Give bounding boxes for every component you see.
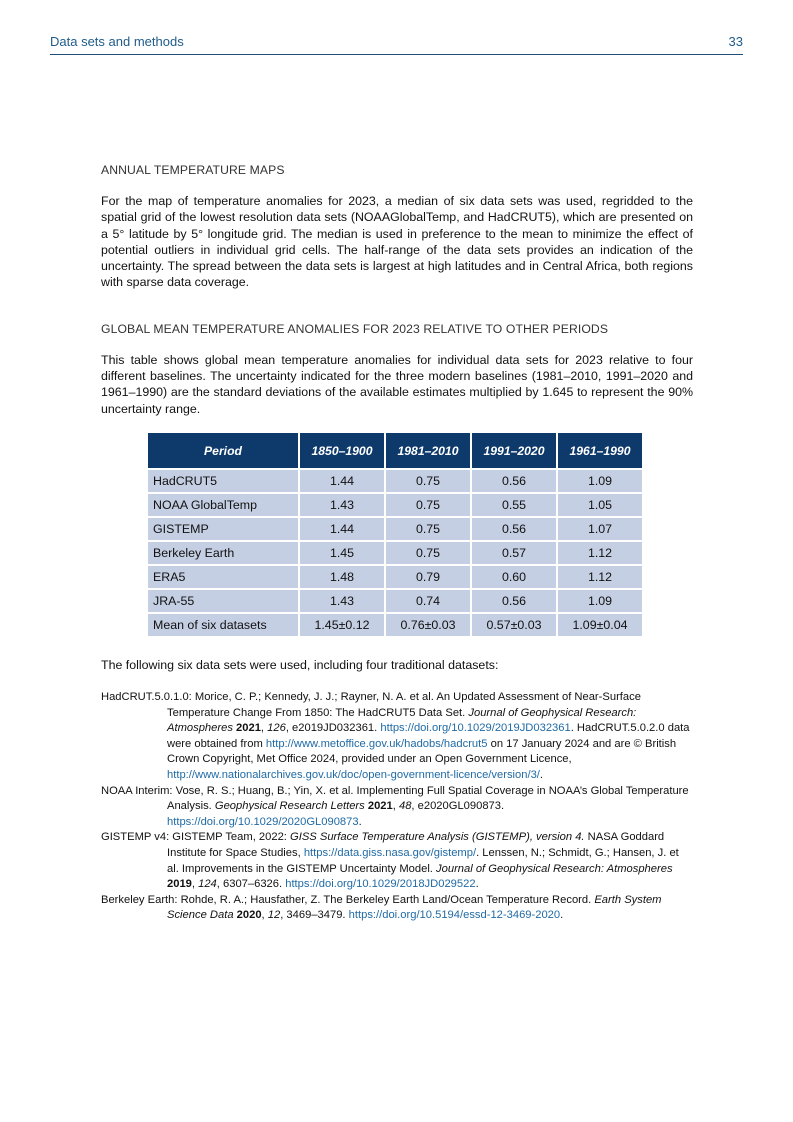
ref-text: . Lenssen, N.; Schmidt, G.; Hansen, J. et al. Improvements in the GISTEMP Uncertainty Model. <box>167 846 679 875</box>
ref-end: . <box>560 909 564 922</box>
cell: 0.74 <box>385 589 471 613</box>
ref-doi-link[interactable]: https://doi.org/10.1029/2018JD029522 <box>285 878 476 891</box>
cell: 0.75 <box>385 469 471 493</box>
cell: 0.57 <box>471 541 557 565</box>
ref-pages: , e2019JD032361. <box>285 722 381 735</box>
global-anomalies-heading: GLOBAL MEAN TEMPERATURE ANOMALIES FOR 2023 RELATIVE TO OTHER PERIODS <box>101 321 609 336</box>
table-row <box>148 565 642 589</box>
ref-doi-link[interactable]: https://doi.org/10.1029/2019JD032361 <box>380 722 571 735</box>
ref-end: . <box>539 768 544 781</box>
ref-journal: Journal of Geophysical Research: Atmospheres <box>436 862 673 875</box>
cell: 1.07 <box>557 517 642 541</box>
cell: 1.12 <box>557 541 642 565</box>
cell: 0.56 <box>471 589 557 613</box>
col-header-1981-2010: 1981–2010 <box>385 433 471 469</box>
ref-end: . <box>475 878 479 891</box>
cell: 0.55 <box>471 493 557 517</box>
cell: 1.44 <box>299 469 385 493</box>
ref-text: NASA Goddard Institute for Space Studies, <box>167 831 665 859</box>
ref-hadcrut: HadCRUT.5.0.1.0: Morice, C. P.; Kennedy, J. J.; Rayner, N. A. et al. An Updated Assessment of Near-Surface Temperature Change From 1850: The HadCRUT5 Data Set. Journal of Geophysical Research: Atmospheres 2021, 126, e2019JD032361. https://doi.org/10.1029/2019JD032361. HadCRUT.5.0.2.0 data were obtained from http://www.metoffice.gov.uk/hadobs/hadcrut5 on 17 January 2024 and are © British Crown Copyright, Met Office 2024, provided under an Open Government Licence, http://www.nationalarchives.gov.uk/doc/open-government-licence/version/3/. <box>101 691 690 781</box>
ref-licence-link[interactable]: http://www.nationalarchives.gov.uk/doc/open-government-licence/version/3/ <box>167 768 540 781</box>
row-name: HadCRUT5 <box>148 469 299 493</box>
cell: 0.75 <box>385 517 471 541</box>
ref-text: HadCRUT.5.0.1.0: Morice, C. P.; Kennedy, J. J.; Rayner, N. A. et al. An Updated Assessment of Near-Surface Temperature Change From 1850: The HadCRUT5 Data Set. <box>101 691 641 719</box>
ref-volume: 48 <box>398 800 412 813</box>
page-number: 33 <box>728 34 743 49</box>
table-row <box>148 541 642 565</box>
row-name: GISTEMP <box>148 517 299 541</box>
annual-maps-heading: ANNUAL TEMPERATURE MAPS <box>101 163 285 177</box>
cell: 0.75 <box>385 493 471 517</box>
cell: 0.56 <box>471 517 557 541</box>
ref-text: NOAA Interim: Vose, R. S.; Huang, B.; Yin, X. et al. Implementing Full Spatial Coverage in NOAA’s Global Temperature Analysis. <box>101 784 689 813</box>
ref-pages: , 6307–6326. <box>216 878 286 891</box>
table-header-row <box>148 433 642 469</box>
table-row <box>148 589 642 613</box>
ref-text: GISTEMP v4: GISTEMP Team, 2022: <box>101 831 291 844</box>
col-header-1991-2020: 1991–2020 <box>471 433 557 469</box>
col-header-1961-1990: 1961–1990 <box>557 433 642 469</box>
cell: 1.05 <box>557 493 642 517</box>
cell: 0.56 <box>471 469 557 493</box>
cell: 1.09±0.04 <box>557 613 642 636</box>
ref-doi-link[interactable]: https://doi.org/10.1029/2020GL090873 <box>167 815 359 828</box>
ref-url-link[interactable]: http://www.metoffice.gov.uk/hadobs/hadcrut5 <box>265 737 488 750</box>
ref-year: 2021 <box>367 800 393 813</box>
cell: 1.48 <box>299 565 385 589</box>
row-name: ERA5 <box>148 565 299 589</box>
cell: 0.75 <box>385 541 471 565</box>
ref-noaa: NOAA Interim: Vose, R. S.; Huang, B.; Yin, X. et al. Implementing Full Spatial Coverage in NOAA’s Global Temperature Analysis. Geophysical Research Letters 2021, 48, e2020GL090873. https://doi.org/10.1029/2020GL090873. <box>101 784 689 828</box>
ref-berkeley: Berkeley Earth: Rohde, R. A.; Hausfather, Z. The Berkeley Earth Land/Ocean Temperature Record. Earth System Science Data 2020, 12, 3469–3479. https://doi.org/10.5194/essd-12-3469-2020. <box>101 893 662 922</box>
cell: 0.57±0.03 <box>471 613 557 636</box>
row-name: Mean of six datasets <box>148 613 299 636</box>
cell: 1.09 <box>557 469 642 493</box>
ref-end: . <box>358 815 362 828</box>
cell: 1.43 <box>299 493 385 517</box>
cell: 1.44 <box>299 517 385 541</box>
row-name: NOAA GlobalTemp <box>148 493 299 517</box>
annual-maps-paragraph: For the map of temperature anomalies for 2023, a median of six data sets was used, regridded to the spatial grid of the lowest resolution data sets (NOAAGlobalTemp, and HadCRUT5), which are presented on a 5° latitude by 5° longitude grid. The median is used in preference to the mean to minimize the effect of potential outliers in individual grid cells. The half-range of the data sets provides an indication of the uncertainty. The spread between the data sets is largest at high latitudes and in Central Africa, both regions with sparse data coverage. <box>101 194 693 290</box>
ref-pages: , 3469–3479. <box>280 909 349 922</box>
ref-url-link[interactable]: https://data.giss.nasa.gov/gistemp/ <box>303 846 477 859</box>
global-anomalies-paragraph: This table shows global mean temperature anomalies for individual data sets for 2023 relative to four different baselines. The uncertainty indicated for the three modern baselines (1981–2010, 1991–2020 and 1961–1990) are the standard deviations of the available estimates multiplied by 1.645 to represent the 90% uncertainty range. <box>101 352 693 416</box>
cell: 1.12 <box>557 565 642 589</box>
row-name: Berkeley Earth <box>148 541 299 565</box>
ref-text: Berkeley Earth: Rohde, R. A.; Hausfather, Z. The Berkeley Earth Land/Ocean Temperature Record. <box>101 893 595 906</box>
cell: 0.60 <box>471 565 557 589</box>
cell: 0.79 <box>385 565 471 589</box>
ref-year: 2021 <box>236 722 261 735</box>
page-header <box>50 32 743 55</box>
ref-title: GISS Surface Temperature Analysis (GISTEMP), version 4. <box>290 831 585 844</box>
ref-year: 2019 <box>167 878 192 891</box>
cell: 1.43 <box>299 589 385 613</box>
section-title: Data sets and methods <box>50 34 184 49</box>
cell: 1.45±0.12 <box>299 613 385 636</box>
anomaly-table <box>148 433 642 636</box>
table-row <box>148 493 642 517</box>
ref-volume: 124 <box>198 878 217 891</box>
ref-text: on 17 January 2024 and are © British Crown Copyright, Met Office 2024, provided under an Open Government Licence, <box>167 737 677 766</box>
col-header-period: Period <box>148 433 299 469</box>
ref-text: . HadCRUT.5.0.2.0 data were obtained from <box>167 722 690 750</box>
table-row <box>148 517 642 541</box>
ref-gistemp: GISTEMP v4: GISTEMP Team, 2022: GISS Surface Temperature Analysis (GISTEMP), version 4. NASA Goddard Institute for Space Studies, https://data.giss.nasa.gov/gistemp/. Lenssen, N.; Schmidt, G.; Hansen, J. et al. Improvements in the GISTEMP Uncertainty Model. Journal of Geophysical Research: Atmospheres 2019, 124, 6307–6326. https://doi.org/10.1029/2018JD029522. <box>101 831 679 891</box>
datasets-intro: The following six data sets were used, including four traditional datasets: <box>101 658 499 672</box>
ref-journal: Geophysical Research Letters <box>214 800 365 813</box>
table-row <box>148 469 642 493</box>
ref-volume: 126 <box>267 722 286 735</box>
cell: 1.45 <box>299 541 385 565</box>
ref-journal: Earth System Science Data <box>167 893 662 922</box>
cell: 0.76±0.03 <box>385 613 471 636</box>
ref-doi-link[interactable]: https://doi.org/10.5194/essd-12-3469-2020 <box>348 909 561 922</box>
ref-year: 2020 <box>236 909 262 922</box>
table-row <box>148 613 642 636</box>
references <box>101 690 693 924</box>
col-header-1850-1900: 1850–1900 <box>299 433 385 469</box>
cell: 1.09 <box>557 589 642 613</box>
ref-pages: , e2020GL090873. <box>411 800 505 813</box>
main-content <box>101 163 693 417</box>
ref-volume: 12 <box>267 909 281 922</box>
row-name: JRA-55 <box>148 589 299 613</box>
ref-journal: Journal of Geophysical Research: Atmospheres <box>167 706 637 735</box>
